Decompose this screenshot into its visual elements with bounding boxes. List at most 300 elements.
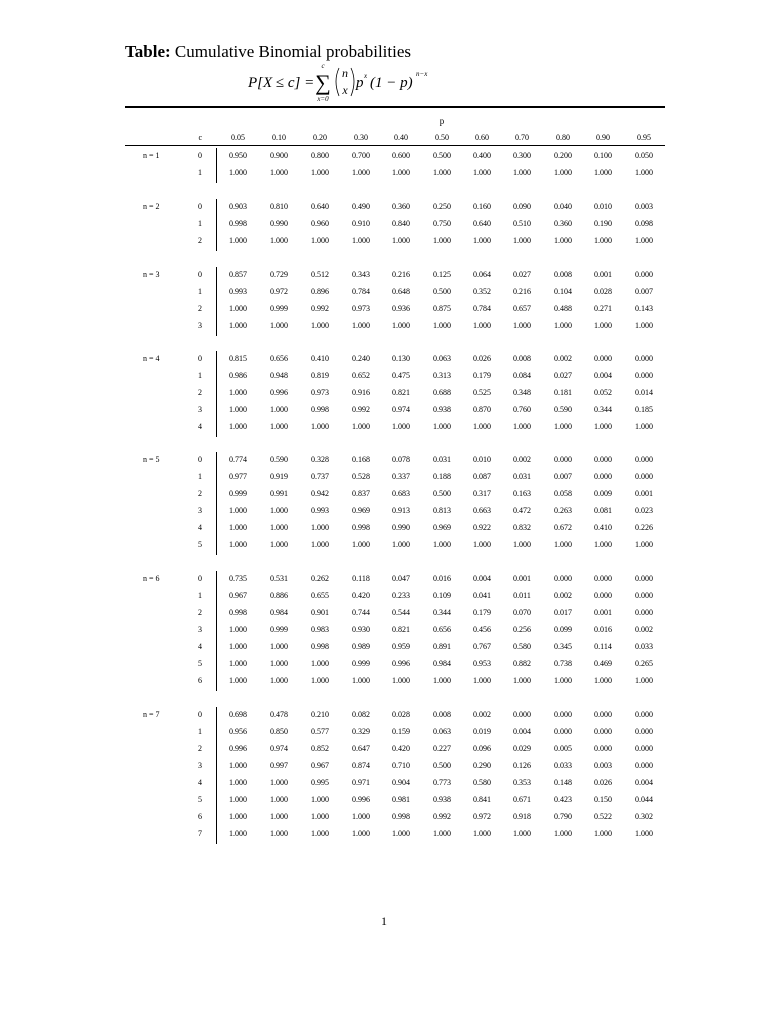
- row-c-value: 1: [198, 168, 202, 177]
- table-cell: 0.841: [473, 795, 491, 804]
- page-number: 1: [381, 914, 387, 928]
- table-cell: 0.990: [270, 219, 288, 228]
- table-cell: 1.000: [229, 168, 247, 177]
- table-cell: 0.500: [433, 489, 451, 498]
- group-label: n = 2: [143, 202, 160, 211]
- table-cell: 0.580: [473, 778, 491, 787]
- row-c-value: 0: [198, 710, 202, 719]
- table-cell: 0.400: [473, 151, 491, 160]
- table-cell: 1.000: [229, 540, 247, 549]
- table-cell: 0.600: [392, 151, 410, 160]
- table-cell: 0.590: [270, 455, 288, 464]
- table-cell: 1.000: [311, 829, 329, 838]
- table-cell: 0.159: [392, 727, 410, 736]
- table-cell: 0.683: [392, 489, 410, 498]
- table-cell: 0.302: [635, 812, 653, 821]
- table-cell: 0.901: [311, 608, 329, 617]
- table-cell: 0.000: [513, 710, 531, 719]
- column-header-p: 0.90: [596, 133, 610, 142]
- table-cell: 0.000: [594, 710, 612, 719]
- table-cell: 1.000: [311, 422, 329, 431]
- row-c-value: 2: [198, 388, 202, 397]
- table-cell: 0.210: [311, 710, 329, 719]
- table-cell: 0.007: [635, 287, 653, 296]
- table-cell: 0.033: [635, 642, 653, 651]
- table-cell: 0.999: [352, 659, 370, 668]
- row-c-value: 3: [198, 761, 202, 770]
- table-cell: 0.028: [392, 710, 410, 719]
- table-cell: 0.081: [594, 506, 612, 515]
- table-cell: 0.981: [392, 795, 410, 804]
- formula-lhs: P[X ≤ c] =: [248, 75, 315, 91]
- table-cell: 0.800: [311, 151, 329, 160]
- table-cell: 0.967: [311, 761, 329, 770]
- table-cell: 0.082: [352, 710, 370, 719]
- table-cell: 0.977: [229, 472, 247, 481]
- table-cell: 0.026: [473, 354, 491, 363]
- table-cell: 0.910: [352, 219, 370, 228]
- table-cell: 0.004: [635, 778, 653, 787]
- table-cell: 0.647: [352, 744, 370, 753]
- table-cell: 0.031: [513, 472, 531, 481]
- table-cell: 1.000: [270, 506, 288, 515]
- table-cell: 0.250: [433, 202, 451, 211]
- table-cell: 0.973: [311, 388, 329, 397]
- table-cell: 0.058: [554, 489, 572, 498]
- table-cell: 0.688: [433, 388, 451, 397]
- table-cell: 0.000: [635, 574, 653, 583]
- table-cell: 1.000: [433, 168, 451, 177]
- table-cell: 1.000: [392, 676, 410, 685]
- table-cell: 0.832: [513, 523, 531, 532]
- table-cell: 0.986: [229, 371, 247, 380]
- table-cell: 1.000: [513, 540, 531, 549]
- table-cell: 1.000: [433, 422, 451, 431]
- table-cell: 0.750: [433, 219, 451, 228]
- table-cell: 0.528: [352, 472, 370, 481]
- table-cell: 0.185: [635, 405, 653, 414]
- table-cell: 0.852: [311, 744, 329, 753]
- table-cell: 0.360: [392, 202, 410, 211]
- table-cell: 0.973: [352, 304, 370, 313]
- table-cell: 1.000: [473, 321, 491, 330]
- group-label: n = 5: [143, 455, 160, 464]
- table-cell: 1.000: [311, 523, 329, 532]
- column-header-p: 0.95: [637, 133, 651, 142]
- table-cell: 0.109: [433, 591, 451, 600]
- table-cell: 0.577: [311, 727, 329, 736]
- table-cell: 0.500: [433, 287, 451, 296]
- table-cell: 0.821: [392, 388, 410, 397]
- group-divider-line: [216, 199, 217, 251]
- table-cell: 1.000: [635, 422, 653, 431]
- table-cell: 0.313: [433, 371, 451, 380]
- table-cell: 0.063: [433, 354, 451, 363]
- table-cell: 0.064: [473, 270, 491, 279]
- table-cell: 0.007: [554, 472, 572, 481]
- table-cell: 0.001: [594, 608, 612, 617]
- table-cell: 0.001: [513, 574, 531, 583]
- table-cell: 0.999: [270, 304, 288, 313]
- table-cell: 0.784: [352, 287, 370, 296]
- table-cell: 0.959: [392, 642, 410, 651]
- table-cell: 0.774: [229, 455, 247, 464]
- table-cell: 0.656: [270, 354, 288, 363]
- table-cell: 0.179: [473, 371, 491, 380]
- table-cell: 0.063: [433, 727, 451, 736]
- table-cell: 0.983: [311, 625, 329, 634]
- table-cell: 0.000: [594, 727, 612, 736]
- table-cell: 1.000: [229, 829, 247, 838]
- table-cell: 0.815: [229, 354, 247, 363]
- table-cell: 0.026: [594, 778, 612, 787]
- table-cell: 1.000: [473, 422, 491, 431]
- table-cell: 0.348: [513, 388, 531, 397]
- table-cell: 1.000: [229, 422, 247, 431]
- table-cell: 0.262: [311, 574, 329, 583]
- table-cell: 0.352: [473, 287, 491, 296]
- table-cell: 0.002: [554, 591, 572, 600]
- table-cell: 0.525: [473, 388, 491, 397]
- table-cell: 0.819: [311, 371, 329, 380]
- table-cell: 0.233: [392, 591, 410, 600]
- table-cell: 0.640: [311, 202, 329, 211]
- table-cell: 0.029: [513, 744, 531, 753]
- group-label: n = 7: [143, 710, 160, 719]
- table-cell: 0.002: [635, 625, 653, 634]
- table-cell: 0.011: [513, 591, 531, 600]
- table-cell: 0.996: [270, 388, 288, 397]
- row-c-value: 3: [198, 506, 202, 515]
- table-cell: 0.972: [473, 812, 491, 821]
- table-cell: 1.000: [270, 812, 288, 821]
- table-cell: 0.040: [554, 202, 572, 211]
- table-cell: 0.729: [270, 270, 288, 279]
- table-cell: 0.971: [352, 778, 370, 787]
- table-cell: 0.510: [513, 219, 531, 228]
- table-cell: 0.000: [635, 710, 653, 719]
- table-cell: 1.000: [352, 540, 370, 549]
- table-cell: 0.190: [594, 219, 612, 228]
- table-cell: 0.996: [352, 795, 370, 804]
- column-header-c: c: [198, 133, 202, 142]
- table-cell: 0.343: [352, 270, 370, 279]
- table-cell: 0.104: [554, 287, 572, 296]
- table-cell: 1.000: [594, 321, 612, 330]
- table-cell: 1.000: [635, 540, 653, 549]
- table-cell: 1.000: [554, 829, 572, 838]
- table-cell: 0.240: [352, 354, 370, 363]
- table-cell: 0.767: [473, 642, 491, 651]
- row-c-value: 0: [198, 574, 202, 583]
- table-cell: 0.857: [229, 270, 247, 279]
- table-cell: 0.345: [554, 642, 572, 651]
- table-cell: 0.886: [270, 591, 288, 600]
- table-cell: 0.000: [554, 727, 572, 736]
- table-cell: 0.967: [229, 591, 247, 600]
- table-cell: 1.000: [513, 236, 531, 245]
- group-divider-line: [216, 148, 217, 183]
- table-cell: 0.698: [229, 710, 247, 719]
- table-cell: 0.984: [270, 608, 288, 617]
- table-cell: 0.969: [433, 523, 451, 532]
- table-cell: 0.143: [635, 304, 653, 313]
- table-cell: 1.000: [229, 812, 247, 821]
- formula-factor-exponent: n−x: [416, 70, 428, 78]
- table-cell: 0.813: [433, 506, 451, 515]
- table-cell: 0.903: [229, 202, 247, 211]
- table-cell: 0.737: [311, 472, 329, 481]
- table-cell: 0.990: [392, 523, 410, 532]
- table-cell: 0.992: [433, 812, 451, 821]
- table-cell: 1.000: [352, 829, 370, 838]
- table-cell: 0.735: [229, 574, 247, 583]
- table-cell: 1.000: [270, 405, 288, 414]
- table-cell: 0.027: [554, 371, 572, 380]
- table-cell: 0.916: [352, 388, 370, 397]
- table-cell: 1.000: [554, 422, 572, 431]
- table-cell: 1.000: [635, 168, 653, 177]
- group-divider-line: [216, 351, 217, 437]
- table-cell: 0.648: [392, 287, 410, 296]
- table-cell: 1.000: [473, 829, 491, 838]
- row-c-value: 2: [198, 236, 202, 245]
- table-cell: 0.290: [473, 761, 491, 770]
- table-cell: 0.344: [433, 608, 451, 617]
- group-divider-line: [216, 571, 217, 691]
- table-cell: 0.010: [473, 455, 491, 464]
- table-cell: 0.821: [392, 625, 410, 634]
- table-cell: 0.999: [229, 489, 247, 498]
- table-cell: 0.640: [473, 219, 491, 228]
- table-cell: 0.870: [473, 405, 491, 414]
- table-cell: 0.999: [270, 625, 288, 634]
- table-cell: 0.913: [392, 506, 410, 515]
- table-cell: 1.000: [554, 168, 572, 177]
- table-cell: 0.953: [473, 659, 491, 668]
- table-cell: 0.000: [635, 354, 653, 363]
- table-cell: 0.995: [311, 778, 329, 787]
- table-cell: 0.500: [433, 151, 451, 160]
- table-cell: 0.000: [635, 472, 653, 481]
- table-cell: 0.181: [554, 388, 572, 397]
- table-cell: 0.672: [554, 523, 572, 532]
- table-cell: 0.014: [635, 388, 653, 397]
- group-divider-line: [216, 267, 217, 336]
- table-cell: 0.096: [473, 744, 491, 753]
- table-cell: 0.027: [513, 270, 531, 279]
- table-cell: 0.657: [513, 304, 531, 313]
- table-cell: 1.000: [229, 659, 247, 668]
- column-header-p: 0.50: [435, 133, 449, 142]
- table-cell: 0.050: [635, 151, 653, 160]
- table-cell: 0.016: [594, 625, 612, 634]
- formula-sum-lower: x=0: [317, 95, 329, 103]
- table-cell: 0.317: [473, 489, 491, 498]
- table-cell: 1.000: [392, 540, 410, 549]
- table-top-rule: [125, 106, 665, 108]
- table-cell: 0.000: [594, 354, 612, 363]
- table-cell: 0.942: [311, 489, 329, 498]
- row-c-value: 4: [198, 422, 202, 431]
- table-cell: 0.918: [513, 812, 531, 821]
- table-cell: 0.810: [270, 202, 288, 211]
- column-header-p: 0.10: [272, 133, 286, 142]
- table-cell: 0.996: [392, 659, 410, 668]
- table-cell: 0.265: [635, 659, 653, 668]
- table-cell: 0.019: [473, 727, 491, 736]
- table-cell: 0.344: [594, 405, 612, 414]
- table-cell: 1.000: [635, 829, 653, 838]
- table-cell: 1.000: [594, 236, 612, 245]
- table-cell: 0.969: [352, 506, 370, 515]
- table-cell: 0.512: [311, 270, 329, 279]
- table-cell: 1.000: [473, 540, 491, 549]
- table-cell: 0.002: [473, 710, 491, 719]
- table-cell: 0.004: [594, 371, 612, 380]
- table-cell: 1.000: [473, 168, 491, 177]
- table-cell: 1.000: [554, 676, 572, 685]
- group-label: n = 3: [143, 270, 160, 279]
- row-c-value: 3: [198, 405, 202, 414]
- table-cell: 1.000: [392, 829, 410, 838]
- title-text: Cumulative Binomial probabilities: [170, 42, 412, 61]
- row-c-value: 4: [198, 642, 202, 651]
- row-c-value: 0: [198, 202, 202, 211]
- table-cell: 1.000: [513, 168, 531, 177]
- table-cell: 0.850: [270, 727, 288, 736]
- table-cell: 0.475: [392, 371, 410, 380]
- row-c-value: 1: [198, 472, 202, 481]
- table-cell: 0.150: [594, 795, 612, 804]
- table-cell: 0.984: [433, 659, 451, 668]
- table-cell: 1.000: [229, 236, 247, 245]
- table-cell: 0.531: [270, 574, 288, 583]
- table-cell: 0.000: [635, 455, 653, 464]
- table-cell: 0.000: [594, 591, 612, 600]
- table-cell: 0.956: [229, 727, 247, 736]
- table-cell: 0.544: [392, 608, 410, 617]
- binom-left-paren: [336, 68, 339, 96]
- group-divider-line: [216, 452, 217, 555]
- table-cell: 0.009: [594, 489, 612, 498]
- table-cell: 0.997: [270, 761, 288, 770]
- table-cell: 0.047: [392, 574, 410, 583]
- table-cell: 0.031: [433, 455, 451, 464]
- table-cell: 1.000: [229, 405, 247, 414]
- table-cell: 0.490: [352, 202, 370, 211]
- table-cell: 0.017: [554, 608, 572, 617]
- table-cell: 0.900: [270, 151, 288, 160]
- table-cell: 0.044: [635, 795, 653, 804]
- row-c-value: 0: [198, 151, 202, 160]
- table-cell: 0.227: [433, 744, 451, 753]
- table-cell: 1.000: [594, 676, 612, 685]
- table-cell: 0.930: [352, 625, 370, 634]
- table-cell: 0.472: [513, 506, 531, 515]
- table-cell: 0.882: [513, 659, 531, 668]
- table-cell: 1.000: [554, 236, 572, 245]
- row-c-value: 0: [198, 270, 202, 279]
- table-cell: 0.188: [433, 472, 451, 481]
- table-cell: 0.469: [594, 659, 612, 668]
- row-c-value: 5: [198, 540, 202, 549]
- table-cell: 0.028: [594, 287, 612, 296]
- table-cell: 1.000: [270, 659, 288, 668]
- table-cell: 0.000: [635, 591, 653, 600]
- table-cell: 0.000: [594, 744, 612, 753]
- table-cell: 1.000: [270, 795, 288, 804]
- table-cell: 0.000: [635, 608, 653, 617]
- table-cell: 0.000: [635, 761, 653, 770]
- table-cell: 0.671: [513, 795, 531, 804]
- table-cell: 0.700: [352, 151, 370, 160]
- table-cell: 1.000: [352, 422, 370, 431]
- table-cell: 0.130: [392, 354, 410, 363]
- table-cell: 1.000: [513, 422, 531, 431]
- table-cell: 0.098: [635, 219, 653, 228]
- table-cell: 1.000: [433, 540, 451, 549]
- row-c-value: 0: [198, 354, 202, 363]
- table-cell: 1.000: [433, 829, 451, 838]
- table-cell: 1.000: [229, 321, 247, 330]
- table-cell: 1.000: [594, 422, 612, 431]
- binom-bottom: x: [342, 83, 348, 97]
- table-cell: 0.904: [392, 778, 410, 787]
- table-cell: 1.000: [352, 236, 370, 245]
- table-cell: 0.126: [513, 761, 531, 770]
- table-cell: 0.993: [311, 506, 329, 515]
- table-cell: 0.226: [635, 523, 653, 532]
- cumulative-formula: [248, 60, 438, 106]
- row-c-value: 1: [198, 727, 202, 736]
- table-cell: 0.478: [270, 710, 288, 719]
- table-cell: 0.000: [594, 455, 612, 464]
- table-cell: 0.993: [229, 287, 247, 296]
- table-cell: 1.000: [229, 506, 247, 515]
- table-cell: 0.500: [433, 761, 451, 770]
- formula-sum-upper: c: [321, 62, 325, 70]
- formula-factor: (1 − p): [370, 75, 413, 91]
- table-cell: 1.000: [594, 829, 612, 838]
- table-cell: 1.000: [229, 625, 247, 634]
- table-cell: 0.263: [554, 506, 572, 515]
- group-label: n = 6: [143, 574, 160, 583]
- table-cell: 0.000: [554, 574, 572, 583]
- table-cell: 0.216: [513, 287, 531, 296]
- column-header-p: 0.40: [394, 133, 408, 142]
- table-cell: 1.000: [270, 829, 288, 838]
- table-cell: 0.360: [554, 219, 572, 228]
- table-cell: 0.998: [311, 642, 329, 651]
- table-cell: 0.974: [392, 405, 410, 414]
- column-header-p: 0.20: [313, 133, 327, 142]
- table-cell: 0.078: [392, 455, 410, 464]
- table-cell: 1.000: [270, 422, 288, 431]
- table-cell: 0.922: [473, 523, 491, 532]
- table-cell: 0.744: [352, 608, 370, 617]
- table-cell: 0.738: [554, 659, 572, 668]
- title-bold: Table:: [125, 42, 171, 61]
- table-cell: 0.580: [513, 642, 531, 651]
- table-cell: 0.353: [513, 778, 531, 787]
- table-cell: 0.008: [513, 354, 531, 363]
- table-cell: 0.004: [513, 727, 531, 736]
- table-cell: 0.998: [229, 219, 247, 228]
- table-cell: 1.000: [270, 778, 288, 787]
- table-cell: 0.000: [635, 371, 653, 380]
- table-cell: 1.000: [311, 795, 329, 804]
